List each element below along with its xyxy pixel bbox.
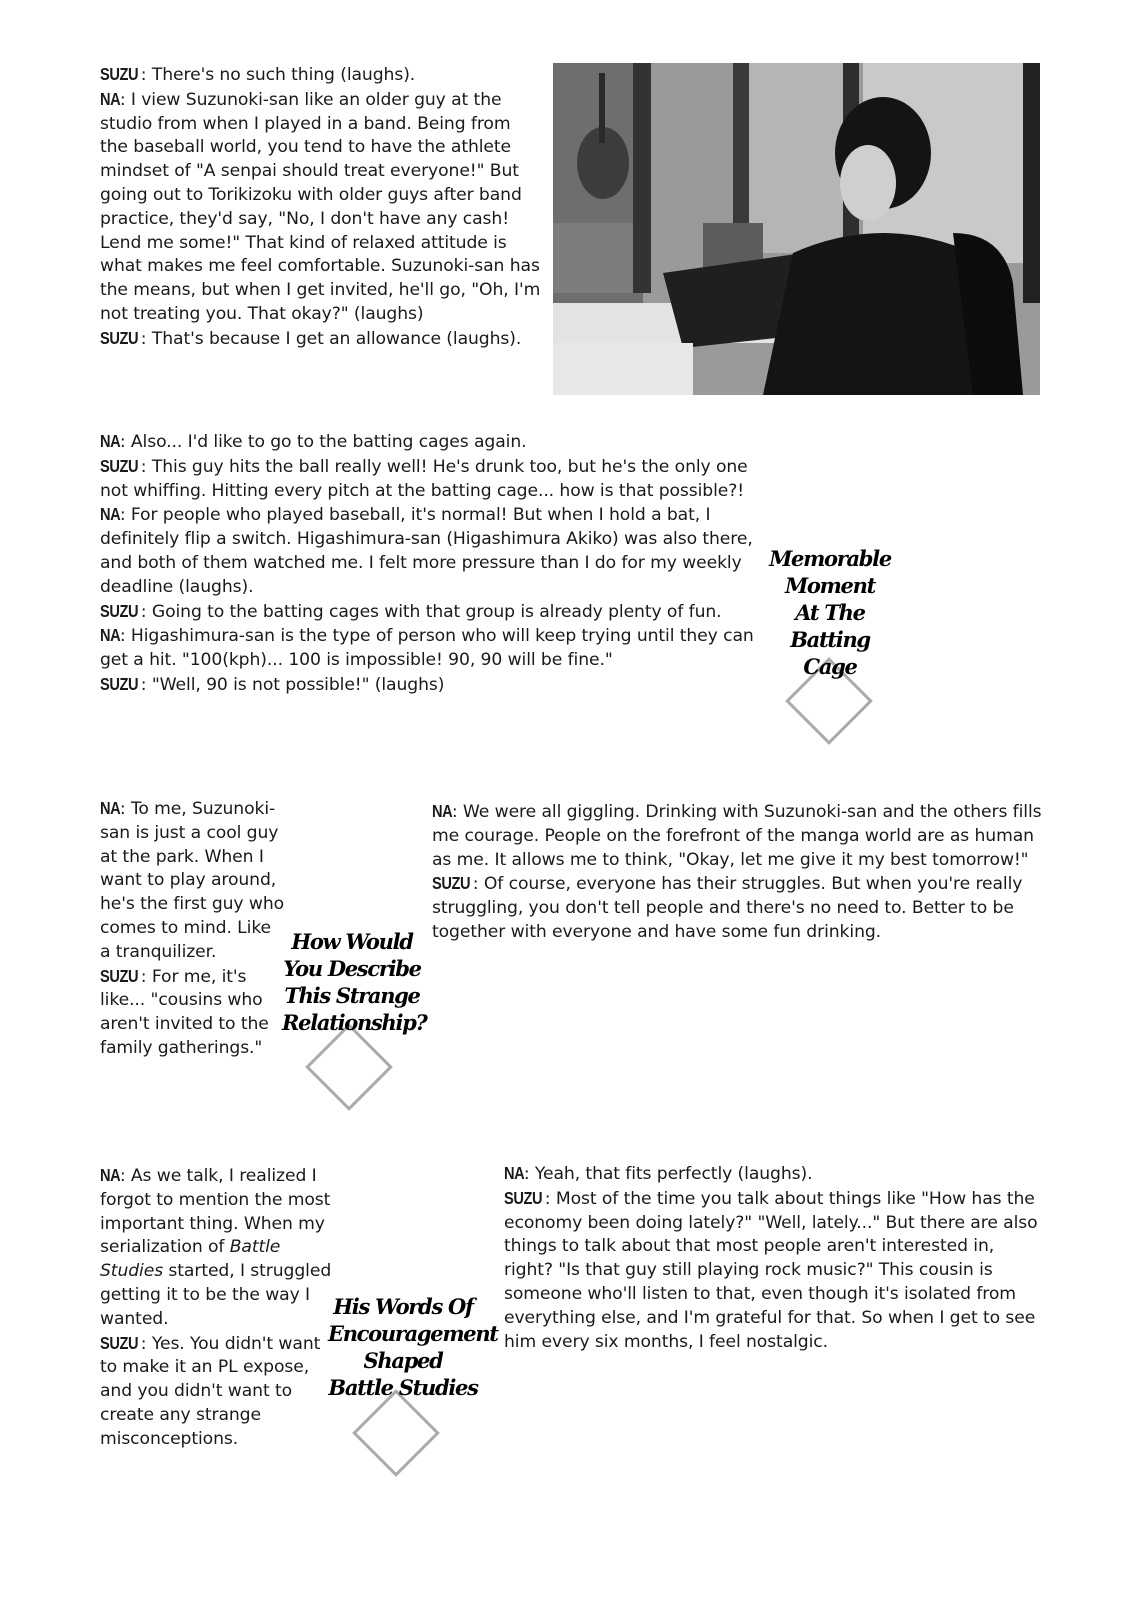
speaker-label: SUZU (100, 455, 139, 476)
dialogue-block-4 (432, 800, 1044, 945)
speaker-label: NA (100, 798, 121, 818)
photo-illustration (553, 63, 1040, 395)
dialogue-line: SUZU : Most of the time you talk about things like "How has the economy been doing lately?" "Well, lately..." But there are also things to talk about that most people aren't interested in, right? "Is that guy still playing rock music?" This cousin is someone who'll listen to that, even though it's isolated from everything else, and I'm grateful for that. So when I get to see him every six months, I feel nostalgic. (504, 1187, 1038, 1352)
interview-photo (553, 63, 1040, 395)
dialogue-block-6 (504, 1162, 1044, 1354)
dialogue-line: SUZU : For me, it's like... "cousins who aren't invited to the family gatherings." (100, 965, 269, 1058)
dialogue-line: SUZU : Of course, everyone has their struggles. But when you're really struggling, you don't tell people and there's no need to. Better to be together with everyone and have some fun drinking. (432, 873, 1023, 942)
speaker-label: SUZU (432, 873, 471, 894)
dialogue-line: NA: Yeah, that fits perfectly (laughs). (504, 1163, 813, 1184)
dialogue-line: NA: Also... I'd like to go to the batting cages again. (100, 431, 527, 452)
speaker-label: NA (100, 504, 121, 525)
dialogue-line: SUZU : Yes. You didn't want to make it an PL expose, and you didn't want to create any strange misconceptions. (100, 1332, 321, 1449)
baseball-diamond-icon (352, 1389, 440, 1477)
speaker-label: NA (432, 801, 453, 821)
dialogue-line: NA: For people who played baseball, it's normal! But when I hold a bat, I definitely flip a switch. Higashimura-san (Higashimura Akiko) was also there, and both of them watched me. I felt more pressure than I do for my weekly deadline (laughs). (100, 504, 753, 597)
dialogue-line: NA: We were all giggling. Drinking with Suzunoki-san and the others fills me courage. People on the forefront of the manga world are as human as me. It allows me to think, "Okay, let me give it my best tomorrow!" (432, 801, 1042, 870)
section-heading-relationship: How Would You Describe This Strange Relationship? (282, 929, 427, 1035)
speaker-label: NA (100, 1165, 121, 1185)
dialogue-line: SUZU : That's because I get an allowance (laughs). (100, 327, 522, 349)
dialogue-block-3 (100, 797, 285, 1061)
speaker-label: SUZU (100, 600, 139, 621)
dialogue-line: NA: To me, Suzunoki-san is just a cool guy at the park. When I want to play around, he's the first guy who comes to mind. Like a tranquilizer. (100, 798, 285, 962)
baseball-diamond-icon (305, 1023, 393, 1111)
dialogue-line: NA: Higashimura-san is the type of person who will keep trying until they can get a hit. "100(kph)... 100 is impossible! 90, 90 will be fine." (100, 625, 754, 671)
dialogue-line: NA: I view Suzunoki-san like an older guy at the studio from when I played in a band. Being from the baseball world, you tend to have the athlete mindset of "A senpai should treat everyone!" But going out to Torikizoku with older guys after band practice, they'd say, "No, I don't have any cash! Lend me some!" That kind of relaxed attitude is what makes me feel comfortable. Suzunoki-san has the means, but when I get invited, he'll go, "Oh, I'm not treating you. That okay?" (laughs) (100, 88, 541, 324)
speaker-label: SUZU (100, 64, 139, 84)
section-heading-encouragement: His Words Of Encouragement Shaped Battle Studies (328, 1294, 498, 1400)
speaker-label: SUZU (100, 1332, 139, 1353)
dialogue-block-1 (100, 63, 542, 352)
speaker-label: NA (100, 625, 121, 646)
dialogue-line: NA: As we talk, I realized I forgot to mention the most important thing. When my serialization of Battle Studies started, I struggled getting it to be the way I wanted. (100, 1165, 332, 1329)
speaker-label: NA (504, 1163, 525, 1183)
dialogue-line: SUZU : There's no such thing (laughs). (100, 64, 416, 85)
dialogue-block-2 (100, 430, 770, 698)
dialogue-line: SUZU : "Well, 90 is not possible!" (laughs) (100, 673, 445, 695)
speaker-label: SUZU (100, 965, 139, 986)
speaker-label: SUZU (100, 673, 139, 694)
speaker-label: SUZU (504, 1187, 543, 1208)
speaker-label: NA (100, 431, 121, 451)
dialogue-line: SUZU : This guy hits the ball really well! He's drunk too, but he's the only one not whiffing. Hitting every pitch at the batting cage... how is that possible?! (100, 455, 748, 501)
speaker-label: NA (100, 88, 121, 109)
section-heading-batting-cage: Memorable Moment At The Batting Cage (769, 546, 891, 679)
dialogue-line: SUZU : Going to the batting cages with that group is already plenty of fun. (100, 600, 722, 622)
dialogue-block-5 (100, 1164, 340, 1452)
manga-title: Battle Studies (100, 1237, 281, 1282)
speaker-label: SUZU (100, 327, 139, 348)
